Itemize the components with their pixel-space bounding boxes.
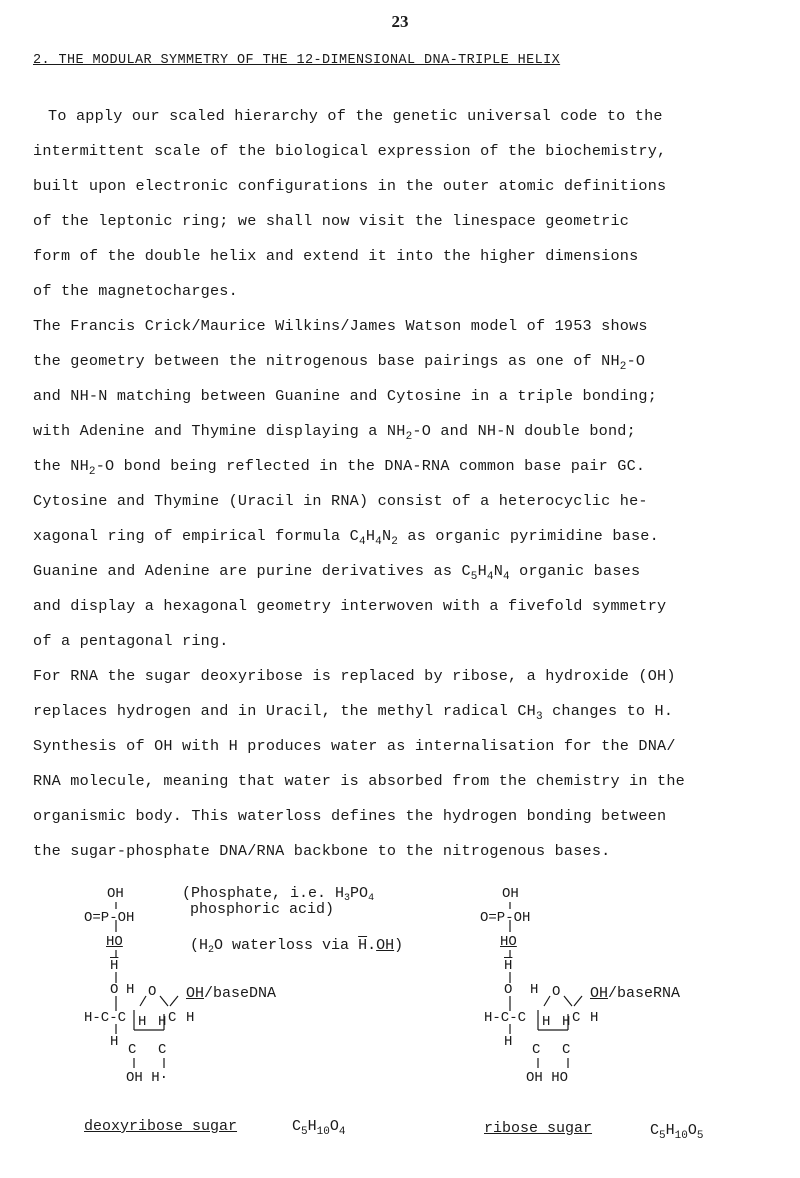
hydroxyl-label: OH — [186, 985, 205, 1002]
ribose-formula — [650, 1122, 704, 1142]
carbon-chain-label: H-C-C — [84, 1010, 127, 1026]
hydrogen-label: $\overline{H}$ — [358, 937, 368, 954]
formula-part: H — [307, 1118, 317, 1135]
hydroxyl-hydrogen-label: OH H· — [126, 1070, 169, 1086]
text-span: xagonal ring of empirical formula C — [33, 527, 359, 545]
subscript: 2 — [208, 945, 215, 956]
base-rna-label — [590, 986, 680, 1002]
formula-part: C — [650, 1122, 660, 1139]
subscript: 10 — [316, 1126, 330, 1138]
carbon-label: C — [158, 1042, 167, 1058]
text-span: ) — [394, 937, 404, 954]
subscript: 5 — [659, 1130, 666, 1142]
hydrogen-label: H — [530, 982, 539, 998]
text-span: organic bases — [509, 562, 641, 580]
text-line: and display a hexagonal geometry interwoven with a fivefold symmetry — [33, 597, 667, 615]
carbon-label: C — [168, 1010, 177, 1026]
formula-part: O — [687, 1122, 697, 1139]
subscript: 3 — [535, 711, 543, 723]
phosphate-group: O=P-OH — [480, 910, 531, 926]
subscript: 4 — [375, 536, 382, 548]
text-line: of the magnetocharges. — [33, 282, 238, 300]
waterloss-note — [190, 938, 403, 954]
carbon-label: C — [532, 1042, 541, 1058]
text-line: of the leptonic ring; we shall now visit the linespace geometric — [33, 212, 630, 230]
text-span: H — [365, 527, 376, 545]
text-span: changes to H. — [542, 702, 674, 720]
formula-part: O — [329, 1118, 339, 1135]
text-span: /baseDNA — [204, 985, 277, 1002]
subscript: 5 — [470, 571, 478, 583]
text-span: the NH — [33, 457, 89, 475]
carbon-label: C — [562, 1042, 571, 1058]
subscript: 4 — [359, 536, 366, 548]
ring-oxygen-label: O — [552, 984, 561, 1000]
ring-oxygen-label: O — [148, 984, 157, 1000]
hydrogen-label: H — [542, 1014, 551, 1030]
base-dna-label — [186, 986, 276, 1002]
hydrogen-label: H — [504, 1034, 513, 1050]
subscript: 10 — [674, 1130, 688, 1142]
text-span: N — [493, 562, 504, 580]
subscript: 5 — [301, 1126, 308, 1138]
text-span: -O — [626, 352, 646, 370]
bond — [544, 996, 550, 1006]
hydrogen-label: $\overline{H}$ — [110, 958, 119, 974]
hydrogen-label: H — [158, 1014, 167, 1030]
text-line: For RNA the sugar deoxyribose is replaced by ribose, a hydroxide (OH) — [33, 667, 676, 685]
text-span: -O bond being reflected in the DNA-RNA common base pair GC. — [95, 457, 646, 475]
text-span: /baseRNA — [608, 985, 681, 1002]
formula-part: H — [665, 1122, 675, 1139]
hydroxyl-label: OH — [107, 886, 124, 902]
text-line: form of the double helix and extend it into the higher dimensions — [33, 247, 639, 265]
formula-part: C — [292, 1118, 302, 1135]
text-span: O waterloss via — [214, 937, 359, 954]
bond — [574, 996, 582, 1006]
text-span: H — [477, 562, 487, 580]
carbon-label: C — [572, 1010, 581, 1026]
oxygen-label: O — [504, 982, 513, 998]
deoxyribose-caption: deoxyribose sugar — [84, 1118, 238, 1135]
text-line: built upon electronic configurations in the outer atomic definitions — [33, 177, 667, 195]
hydrogen-label: H — [562, 1014, 571, 1030]
text-line: The Francis Crick/Maurice Wilkins/James Watson model of 1953 shows — [33, 317, 648, 335]
oxygen-label: O — [110, 982, 119, 998]
text-span: N — [381, 527, 392, 545]
page-number: 23 — [391, 12, 409, 31]
carbon-chain-label: H-C-C — [484, 1010, 527, 1026]
text-line: organismic body. This waterloss defines the hydrogen bonding between — [33, 807, 667, 825]
hydrogen-label: $\overline{H}$ — [504, 958, 513, 974]
text-line: RNA molecule, meaning that water is absorbed from the chemistry in the — [33, 772, 685, 790]
hydroxyl-label: OH — [502, 886, 519, 902]
hydroxyl-label: HO — [106, 934, 123, 950]
bond — [170, 996, 178, 1006]
ribose-caption: ribose sugar — [484, 1120, 593, 1137]
text-span: as organic pyrimidine base. — [398, 527, 659, 545]
bond — [160, 996, 168, 1006]
subscript: 3 — [344, 893, 351, 904]
text-span: with Adenine and Thymine displaying a NH — [33, 422, 406, 440]
phosphate-group: O=P-OH — [84, 910, 135, 926]
text-line: Cytosine and Thymine (Uracil in RNA) consist of a heterocyclic he- — [33, 492, 648, 510]
subscript: 2 — [88, 466, 96, 478]
bond — [564, 996, 572, 1006]
text-span: . — [367, 937, 377, 954]
text-span: the geometry between the nitrogenous base pairings as one of NH — [33, 352, 620, 370]
text-span: -O and NH-N double bond; — [412, 422, 636, 440]
text-line: of a pentagonal ring. — [33, 632, 229, 650]
subscript: 4 — [368, 893, 375, 904]
text-line: intermittent scale of the biological expression of the biochemistry, — [33, 142, 667, 160]
text-line: the sugar-phosphate DNA/RNA backbone to the nitrogenous bases. — [33, 842, 611, 860]
text-line: To apply our scaled hierarchy of the genetic universal code to the — [48, 107, 663, 125]
text-span: Guanine and Adenine are purine derivatives as C — [33, 562, 471, 580]
subscript: 4 — [486, 571, 494, 583]
subscript: 2 — [619, 361, 627, 373]
hydroxyl-label: OH HO — [526, 1070, 569, 1086]
hydroxyl-label: OH — [590, 985, 609, 1002]
hydrogen-label: H — [186, 1010, 195, 1026]
deoxyribose-formula — [292, 1118, 346, 1138]
phosphate-note — [182, 886, 374, 902]
hydrogen-label: H — [110, 1034, 119, 1050]
subscript: 5 — [696, 1130, 704, 1142]
text-span: (H — [190, 937, 209, 954]
carbon-label: C — [128, 1042, 137, 1058]
subscript: 4 — [503, 571, 510, 583]
phosphate-note: phosphoric acid) — [190, 901, 335, 918]
hydroxyl-label: HO — [500, 934, 517, 950]
text-span: (Phosphate, i.e. H — [182, 885, 345, 902]
text-line: and NH-N matching between Guanine and Cytosine in a triple bonding; — [33, 387, 658, 405]
subscript: 4 — [338, 1126, 346, 1138]
text-span: replaces hydrogen and in Uracil, the methyl radical CH — [33, 702, 536, 720]
hydrogen-label: H — [126, 982, 135, 998]
bond — [140, 996, 146, 1006]
text-span: PO — [350, 885, 369, 902]
text-line: Synthesis of OH with H produces water as internalisation for the DNA/ — [33, 737, 676, 755]
subscript: 2 — [391, 536, 399, 548]
hydrogen-label: H — [590, 1010, 599, 1026]
subscript: 2 — [405, 431, 413, 443]
section-heading: 2. THE MODULAR SYMMETRY OF THE 12-DIMENSIONAL DNA-TRIPLE HELIX — [33, 53, 561, 68]
hydroxyl-label: OH — [376, 937, 395, 954]
hydrogen-label: H — [138, 1014, 147, 1030]
